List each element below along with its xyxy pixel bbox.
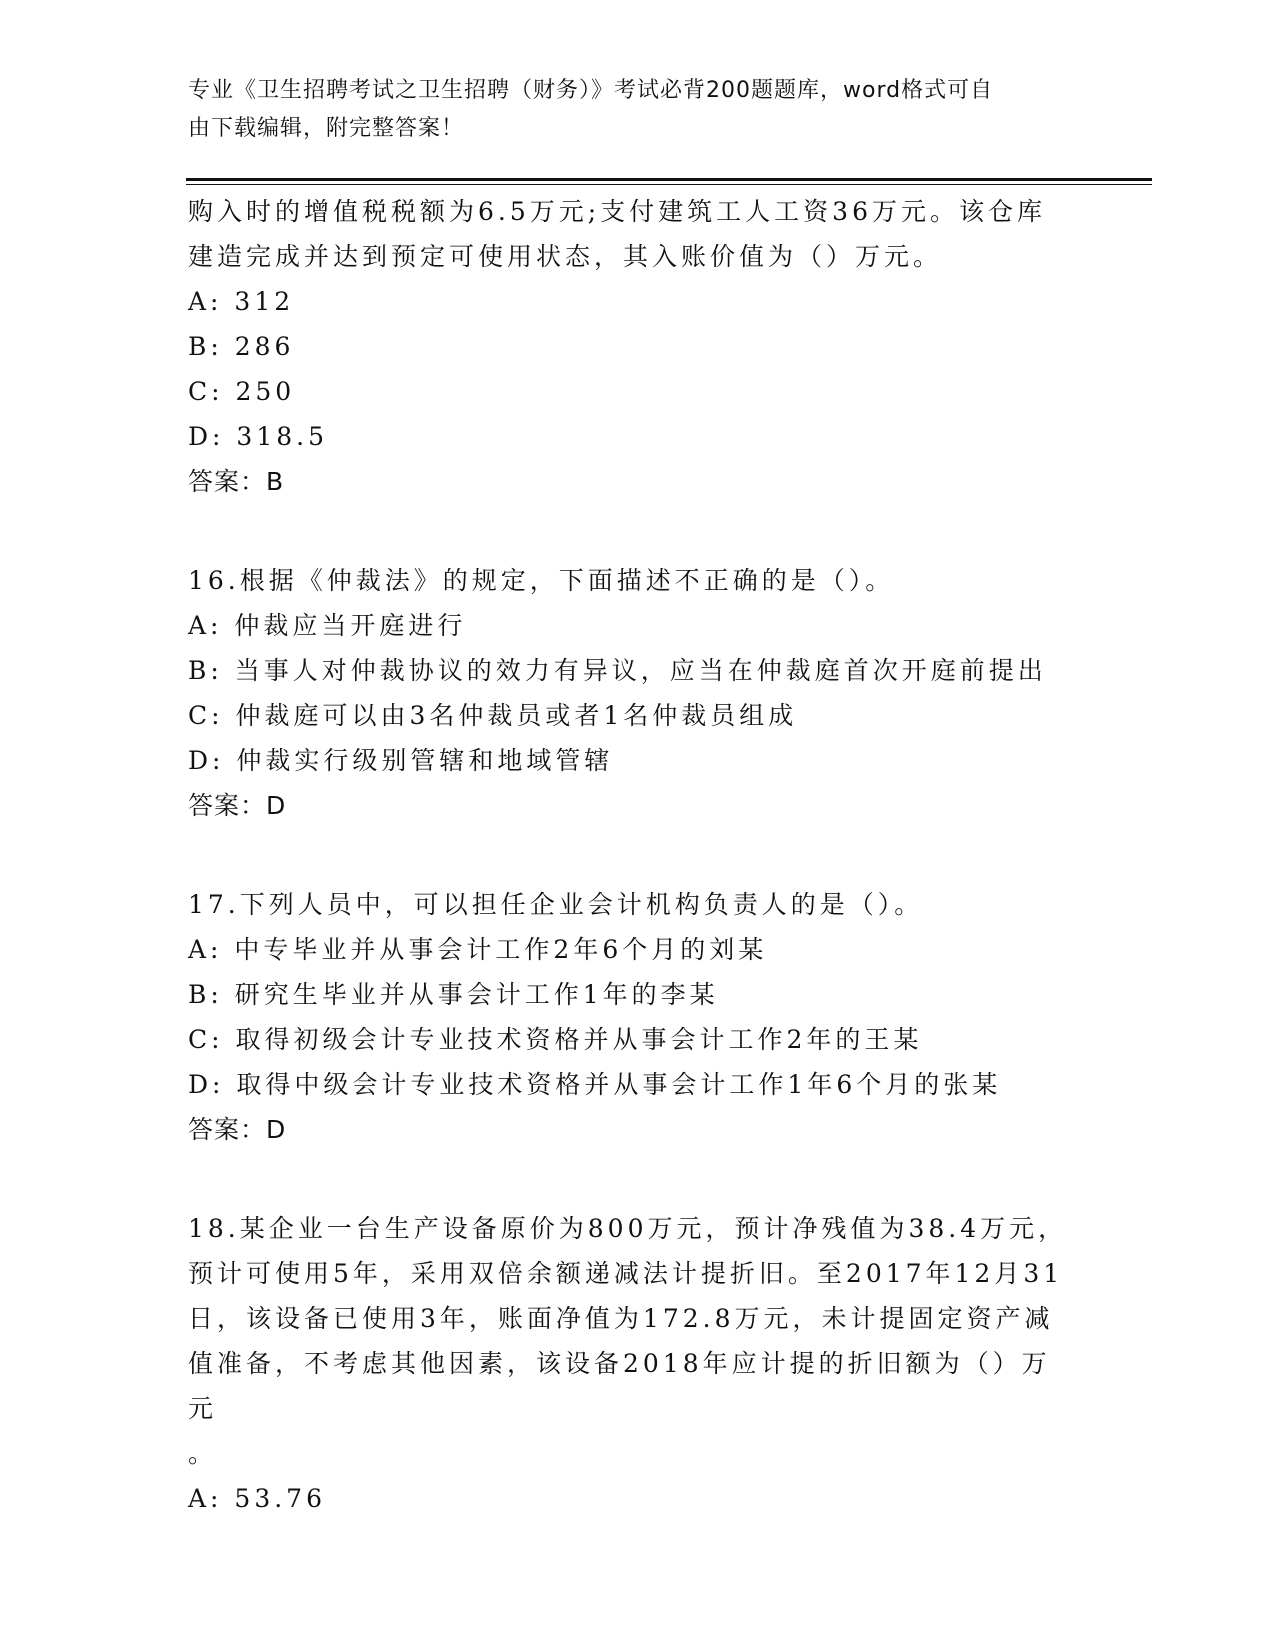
answer-line: 答案：D [188,1115,287,1144]
question-stem-line: 建造完成并达到预定可使用状态，其入账价值为（）万元。 [188,242,943,271]
question-stem: 17.下列人员中，可以担任企业会计机构负责人的是（）。 [188,890,924,919]
option-c: C: 仲裁庭可以由3名仲裁员或者1名仲裁员组成 [188,701,798,730]
option-a: A: 中专毕业并从事会计工作2年6个月的刘某 [188,935,768,964]
header-divider-thick [186,178,1152,181]
header-title-line-1: 专业《卫生招聘考试之卫生招聘（财务）》考试必背200题题库，word格式可自 [188,78,994,103]
question-list [188,189,1078,1521]
option-c: C: 取得初级会计专业技术资格并从事会计工作2年的王某 [188,1025,923,1054]
option-a: A: 53.76 [188,1484,326,1513]
question-stem-line: 18.某企业一台生产设备原价为800万元，预计净残值为38.4万元， [188,1214,1068,1243]
answer-line: 答案：B [188,467,285,496]
option-b: B: 286 [188,332,295,361]
option-d: D: 仲裁实行级别管辖和地域管辖 [188,746,614,775]
header-title-line-2: 由下载编辑，附完整答案！ [188,116,465,141]
option-d: D: 取得中级会计专业技术资格并从事会计工作1年6个月的张某 [188,1070,1002,1099]
option-c: C: 250 [188,377,296,406]
option-a: A: 仲裁应当开庭进行 [188,611,467,640]
question-16 [188,558,1078,828]
option-b: B: 当事人对仲裁协议的效力有异议，应当在仲裁庭首次开庭前提出 [188,656,1047,685]
question-stem-line: 购入时的增值税税额为6.5万元;支付建筑工人工资36万元。该仓库 [188,197,1046,226]
question-stem: 16.根据《仲裁法》的规定，下面描述不正确的是（）。 [188,566,895,595]
question-stem-line: 。 [188,1439,218,1468]
question-stem-line: 值准备，不考虑其他因素，该设备2018年应计提的折旧额为（）万元 [188,1349,1051,1423]
document-header [188,72,1088,148]
answer-line: 答案：D [188,791,287,820]
question-stem-line: 日，该设备已使用3年，账面净值为172.8万元，未计提固定资产减 [188,1304,1054,1333]
option-d: D: 318.5 [188,422,328,451]
question-17 [188,882,1078,1152]
option-b: B: 研究生毕业并从事会计工作1年的李某 [188,980,719,1009]
option-a: A: 312 [188,287,295,316]
question-15 [188,189,1078,504]
question-18 [188,1206,1078,1521]
question-stem-line: 预计可使用5年，采用双倍余额递减法计提折旧。至2017年12月31 [188,1259,1064,1288]
header-divider-thin [186,184,1152,185]
